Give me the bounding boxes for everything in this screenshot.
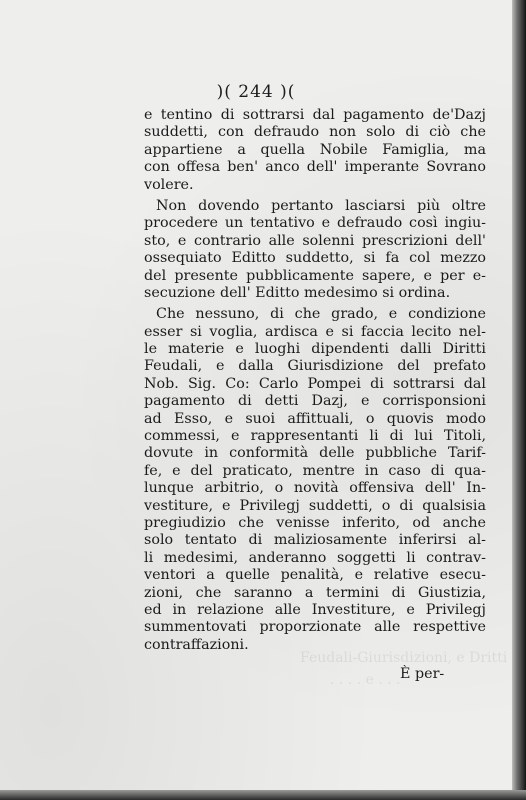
body-text (144, 107, 486, 654)
text-line: Non dovendo pertanto lasciarsi più oltre (156, 197, 486, 214)
text-line: ossequiato Editto suddetto, si fa col mezzo (144, 250, 486, 267)
text-line: ventori a quelle penalità, e relative esecu- (144, 567, 486, 584)
text-line: li medesimi, anderanno soggetti li contrav- (144, 549, 486, 566)
text-line: pregiudizio che venisse inferito, od anche (144, 514, 486, 531)
text-line: contraffazioni. (144, 636, 249, 653)
text-line: con offesa ben' anco dell' imperante Sovrano (144, 159, 486, 176)
text-line: sto, e contrario alle solenni prescrizioni dell' (144, 232, 486, 249)
page-number-header: )( 244 )( (216, 82, 296, 102)
text-line: ed in relazione alle Investiture, e Privilegj (144, 601, 486, 618)
text-line: Feudali, e dalla Giurisdizione del prefato (144, 358, 486, 375)
text-line: commessi, e rappresentanti li di lui Titoli, (144, 428, 486, 445)
bleed-through-text: Feudali-Giurisdizioni, e Dritti (300, 650, 508, 666)
text-line: del presente pubblicamente sapere, e per e- (144, 267, 486, 284)
paragraph-3 (144, 306, 486, 654)
text-line: suddetti, con defraudo non solo di ciò che (144, 124, 486, 141)
text-line: Nob. Sig. Co: Carlo Pompei di sottrarsi dal (144, 375, 486, 392)
text-line: vestiture, e Privilegj suddetti, o di qualsisia (144, 497, 486, 514)
book-edge-shadow (512, 0, 526, 800)
text-line: solo tentato di maliziosamente inferirsi al- (144, 532, 486, 549)
text-line: appartiene a quella Nobile Famiglia, ma (144, 141, 486, 158)
text-line: procedere un tentativo e defraudo così ingiu- (144, 215, 486, 232)
text-line: zioni, che saranno a termini di Giustizia, (144, 584, 486, 601)
text-line: esser si voglia, ardisca e si faccia lecito nel- (144, 323, 486, 340)
text-line: volere. (144, 176, 194, 193)
book-bottom-edge (0, 790, 526, 800)
text-line: fe, e del praticato, mentre in caso di qua- (144, 462, 486, 479)
text-line: secuzione dell' Editto medesimo si ordina. (144, 284, 451, 301)
paragraph-1 (144, 107, 486, 194)
paragraph-2 (144, 198, 486, 302)
text-line: lunque arbitrio, o novità offensiva dell' In- (144, 480, 486, 497)
bleed-through-text: . . . . e . . . (330, 672, 401, 688)
text-line: ad Esso, e suoi affittuali, o quovis modo (144, 410, 486, 427)
text-line: Che nessuno, di che grado, e condizione (156, 306, 486, 323)
text-line: le materie e luoghi dipendenti dalli Diritti (144, 341, 486, 358)
catchword: È per- (400, 666, 445, 682)
text-line: pagamento di detti Dazj, e corrisponsioni (144, 393, 486, 410)
text-line: dovute in conformità delle pubbliche Tarif- (144, 445, 486, 462)
text-line: e tentino di sottrarsi dal pagamento de'Dazj (144, 107, 486, 123)
text-line: summentovati proporzionate alle respettive (144, 619, 486, 636)
